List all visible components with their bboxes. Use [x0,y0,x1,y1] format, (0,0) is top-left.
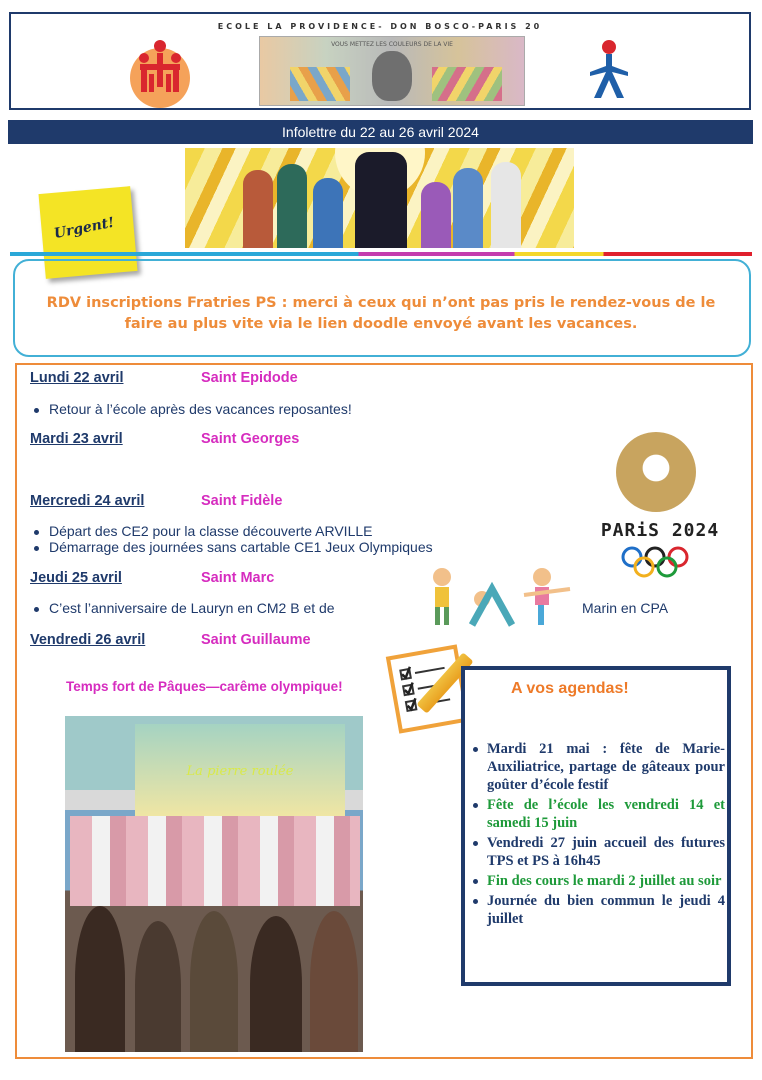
salesian-logo-icon [126,36,196,116]
saint-name: Saint Georges [201,431,300,447]
banner-text: VOUS METTEZ LES COULEURS DE LA VIE [331,41,453,48]
child-shape [190,911,238,1052]
stained-glass-illustration [185,148,574,248]
list-item: Départ des CE2 pour la classe découverte ARVILLE [34,523,372,539]
notice-box [13,259,751,357]
photo-caption: La pierre roulée [186,764,294,779]
saint-name: Saint Marc [201,570,275,586]
saint-name: Saint Epidode [201,370,298,386]
school-name: ECOLE LA PROVIDENCE- DON BOSCO-PARIS 20 [217,22,543,31]
day-heading: Mardi 23 avril [30,431,123,447]
newsletter-title: Infolettre du 22 au 26 avril 2024 [8,120,753,144]
person-figure [313,178,343,248]
agenda-title: A vos agendas! [511,680,629,697]
nun-figure [355,152,407,248]
bullet-icon [34,546,39,551]
person-figure [491,162,521,248]
list-item: Démarrage des journées sans cartable CE1 Jeux Olympiques [34,539,433,555]
kids-yoga-illustration-icon [402,565,582,630]
olympic-rings-icon [620,545,692,581]
olympics-label: PARiS 2024 [600,520,720,541]
person-figure [453,168,483,248]
bullet-icon [34,408,39,413]
class-photo [65,716,363,1052]
portrait-shape [372,51,412,101]
color-divider [10,252,752,256]
agenda-item: Fin des cours le mardi 2 juillet au soir [473,872,725,890]
day-heading: Mercredi 24 avril [30,493,145,509]
day-heading: Vendredi 26 avril [30,632,146,648]
mural-right [432,67,502,101]
urgent-label: Urgent! [52,214,116,242]
agenda-item: Fête de l’école les vendredi 14 et samedi 15 juin [473,796,725,832]
header-box [9,12,751,110]
bullet-icon [34,607,39,612]
saint-name: Saint Guillaume [201,632,311,648]
don-bosco-banner-image [259,36,525,106]
day-heading: Lundi 22 avril [30,370,124,386]
projection-screen [135,724,345,818]
list-item-continuation: Marin en CPA [582,600,669,616]
lent-title: Temps fort de Pâques—carême olympique! [66,679,343,694]
bullet-icon [34,530,39,535]
paris-2024-flame-icon [616,432,696,512]
agenda-item: Mardi 21 mai : fête de Marie-Auxiliatrice, partage de gâteaux pour goûter d’école festif [473,740,725,794]
children-row [70,816,360,906]
mural-left [290,67,350,101]
agenda-box [461,666,731,986]
person-figure [421,182,451,248]
person-figure [277,164,307,248]
agenda-item: Vendredi 27 juin accueil des futures TPS et PS à 16h45 [473,834,725,870]
child-shape [135,921,181,1052]
agenda-item: Journée du bien commun le jeudi 4 juillet [473,892,725,928]
cross-logo-icon [584,36,634,102]
saint-name: Saint Fidèle [201,493,283,509]
list-item: Retour à l’école après des vacances reposantes! [34,401,352,417]
day-heading: Jeudi 25 avril [30,570,122,586]
child-shape [75,906,125,1052]
agenda-list [473,740,725,930]
notice-text: RDV inscriptions Fratries PS : merci à ceux qui n’ont pas pris le rendez-vous de le faire au plus vite via le lien doodle envoyé avant les vacances. [46,295,716,332]
person-figure [243,170,273,248]
child-shape [310,911,358,1052]
child-shape [250,916,302,1052]
list-item: C’est l’anniversaire de Lauryn en CM2 B et de [34,600,335,616]
